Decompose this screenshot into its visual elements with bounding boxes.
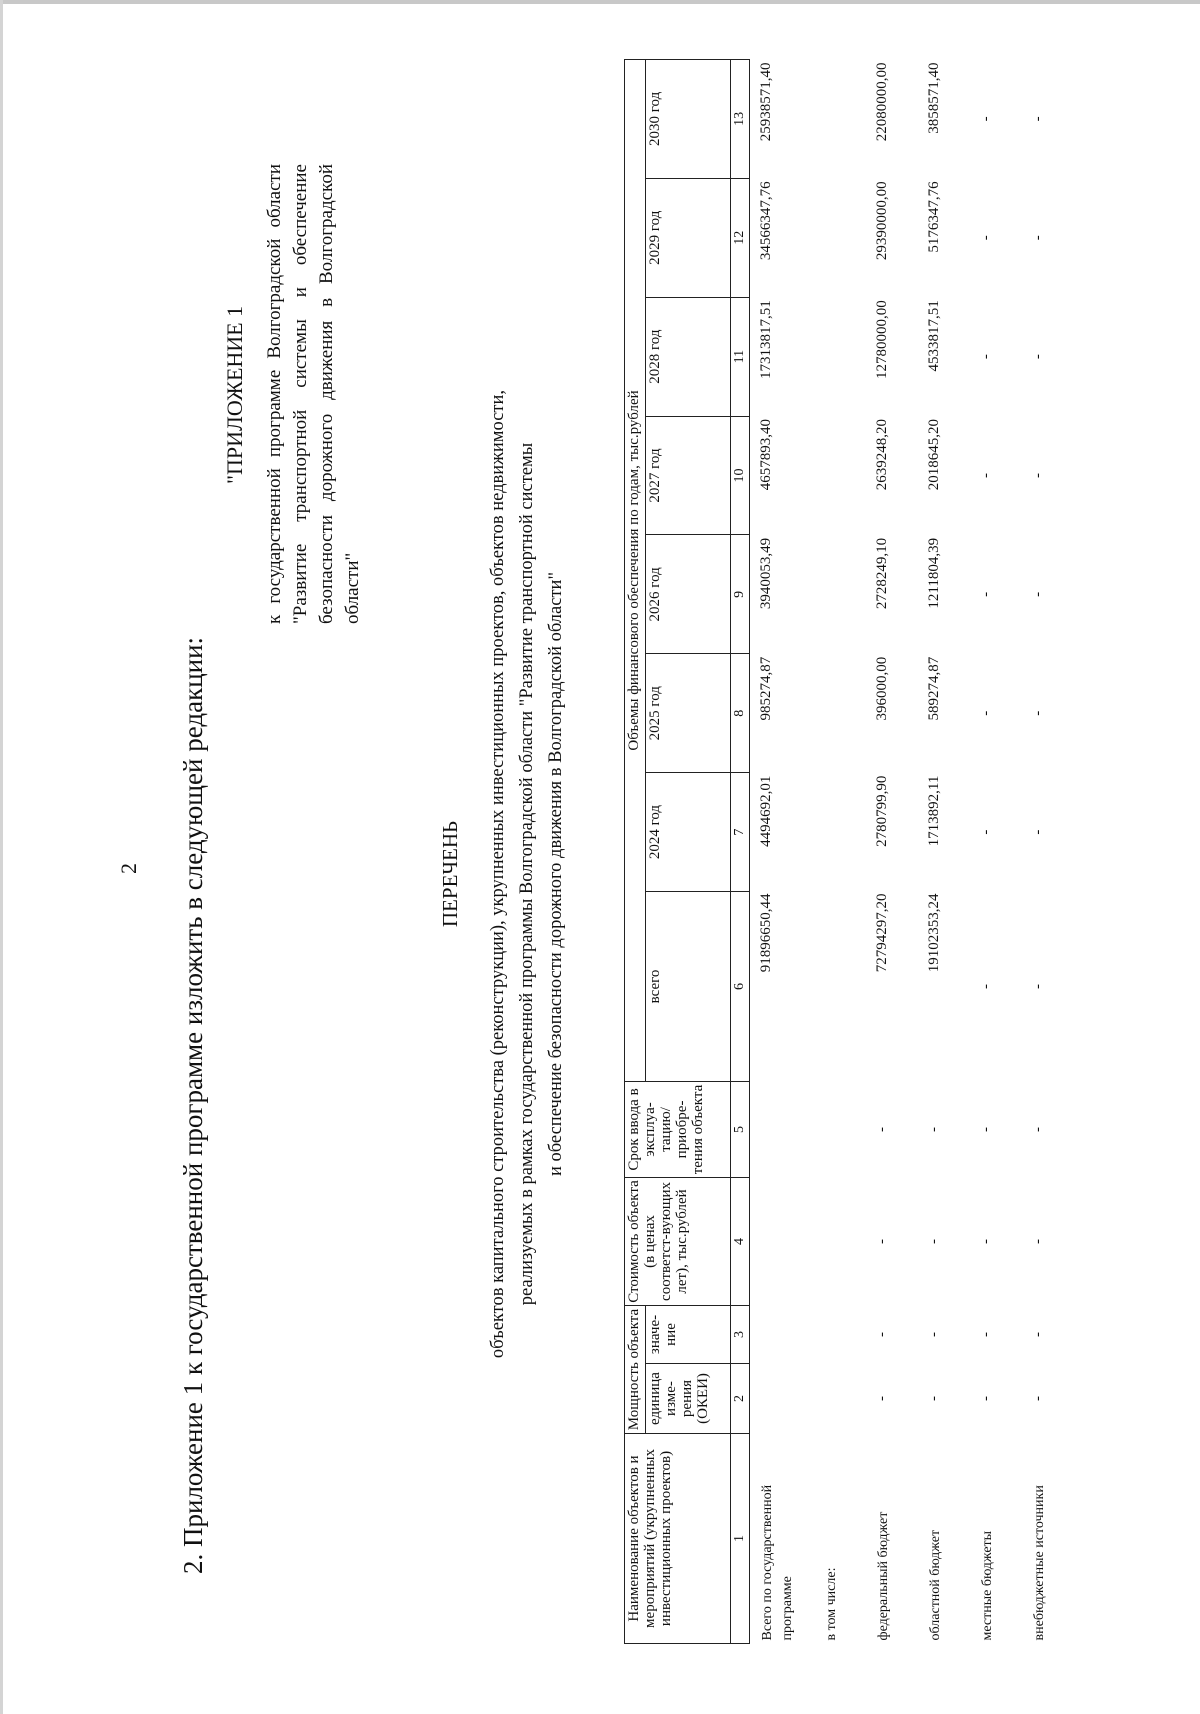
cell-year: 2728249,10 xyxy=(874,537,890,610)
amendment-heading: 2. Приложение 1 к государственной программе изложить в следующей редакции: xyxy=(178,636,208,1574)
cell-cost: - xyxy=(874,1238,890,1244)
cell-year: 34566347,76 xyxy=(758,181,774,261)
cell-term: - xyxy=(874,1126,890,1132)
row-label: областной бюджет xyxy=(928,1529,943,1641)
table-row-local xyxy=(972,59,1024,1643)
table-row-federal xyxy=(868,59,920,1643)
column-number: 2 xyxy=(731,1364,750,1434)
cell-total: 91896650,44 xyxy=(758,893,774,973)
cell-year: - xyxy=(1030,235,1046,241)
column-number: 10 xyxy=(731,416,750,535)
cell-year: 3858571,40 xyxy=(926,62,942,134)
page-number: 2 xyxy=(116,863,141,874)
cell-year: - xyxy=(1030,116,1046,122)
cell-unit xyxy=(750,1364,817,1434)
cell-year: - xyxy=(978,116,994,122)
cell-year: - xyxy=(1030,829,1046,835)
header-year: 2029 год xyxy=(646,178,731,297)
cell-term: - xyxy=(978,1126,994,1132)
column-number: 8 xyxy=(731,654,750,773)
cell-term: - xyxy=(926,1126,942,1132)
cell-year: - xyxy=(978,472,994,478)
column-number: 6 xyxy=(731,891,750,1081)
header-year: 2027 год xyxy=(646,416,731,535)
list-title: ПЕРЕЧЕНЬ xyxy=(438,820,462,928)
header-cost: Стоимость объекта (в ценах соответст-вующих лет), тыс.рублей xyxy=(625,1177,731,1305)
cell-term: - xyxy=(1030,1126,1046,1132)
cell-year: - xyxy=(1030,472,1046,478)
cell-unit: - xyxy=(978,1396,994,1401)
cell-year: 22080000,00 xyxy=(874,62,890,142)
cell-year: 2018645,20 xyxy=(926,419,942,491)
cell-year: 29390000,00 xyxy=(874,181,890,261)
cell-year: 396000,00 xyxy=(874,656,890,721)
cell-year: - xyxy=(1030,710,1046,716)
appendix-text: к государственной программе Волгоградской области "Развитие транспортной системы и обеспечение безопасности дорожного движения в Волгоградской области" xyxy=(264,164,363,624)
column-number: 13 xyxy=(731,59,750,178)
cell-value xyxy=(750,1305,817,1363)
cell-year: 3940053,49 xyxy=(758,537,774,610)
cell-year: 1211804,39 xyxy=(926,537,942,609)
cell-year: 2780799,90 xyxy=(874,775,890,847)
column-number: 5 xyxy=(731,1081,750,1177)
list-subtitle xyxy=(484,194,571,1554)
header-year: 2026 год xyxy=(646,535,731,654)
cell-cost xyxy=(750,1177,817,1305)
cell-year: 12780000,00 xyxy=(874,300,890,379)
column-number: 4 xyxy=(731,1177,750,1305)
column-number: 11 xyxy=(731,297,750,416)
cell-year: 4657893,40 xyxy=(758,419,774,491)
list-subtitle-line: и обеспечение безопасности дорожного движения в Волгоградской области" xyxy=(546,572,566,1177)
cell-year: - xyxy=(978,235,994,241)
header-year: 2028 год xyxy=(646,297,731,416)
cell-year: 4533817,51 xyxy=(926,300,942,372)
header-name: Наименование объектов и мероприятий (укрупненных инвестиционных проектов) xyxy=(625,1434,731,1644)
row-label: внебюджетные источники xyxy=(1032,1485,1047,1641)
column-number: 1 xyxy=(731,1434,750,1644)
cell-year: 17313817,51 xyxy=(758,300,774,379)
cell-total: 72794297,20 xyxy=(874,893,890,973)
row-label: местные бюджеты xyxy=(980,1530,995,1641)
cell-year: 2639248,20 xyxy=(874,419,890,491)
cell-unit: - xyxy=(1030,1396,1046,1401)
column-number: 9 xyxy=(731,535,750,654)
cell-year: - xyxy=(978,591,994,597)
cell-value: - xyxy=(926,1332,942,1337)
cell-value: - xyxy=(874,1332,890,1337)
cell-year: - xyxy=(978,710,994,716)
cell-total: - xyxy=(1030,983,1046,989)
list-subtitle-line: реализуемых в рамках государственной программы Волгоградской области "Развитие транспортной системы xyxy=(517,442,537,1306)
row-label: федеральный бюджет xyxy=(876,1511,891,1641)
header-total: всего xyxy=(646,891,731,1081)
cell-year: - xyxy=(978,354,994,360)
row-label: Всего по государственной программе xyxy=(760,1484,795,1641)
cell-cost: - xyxy=(978,1238,994,1244)
column-number: 7 xyxy=(731,773,750,892)
cell-unit: - xyxy=(874,1396,890,1401)
funding-table xyxy=(624,59,1076,1644)
header-year: 2025 год xyxy=(646,654,731,773)
header-year: 2030 год xyxy=(646,59,731,178)
cell-year: 4494692,01 xyxy=(758,775,774,847)
cell-year: - xyxy=(978,829,994,835)
table-row-including xyxy=(816,59,868,1643)
header-term: Срок ввода в эксплуа-тацию/ приобре-тения объекта xyxy=(625,1081,731,1177)
cell-year: 1713892,11 xyxy=(926,775,942,847)
row-label: в том числе: xyxy=(824,1567,839,1641)
list-subtitle-line: объектов капитального строительства (реконструкции), укрупненных инвестиционных проектов, объектов недвижимости, xyxy=(488,389,508,1359)
cell-year: - xyxy=(1030,354,1046,360)
cell-year: - xyxy=(1030,591,1046,597)
cell-unit: - xyxy=(926,1396,942,1401)
appendix-title: "ПРИЛОЖЕНИЕ 1 xyxy=(222,305,247,484)
column-number: 3 xyxy=(731,1305,750,1363)
cell-year: 25938571,40 xyxy=(758,62,774,142)
table-row-extrabudgetary xyxy=(1024,59,1076,1643)
header-capacity: Мощность объекта xyxy=(625,1305,646,1433)
cell-total: - xyxy=(978,983,994,989)
cell-year: 5176347,76 xyxy=(926,181,942,253)
table-row-regional xyxy=(920,59,972,1643)
cell-year: 985274,87 xyxy=(758,656,774,721)
cell-term xyxy=(750,1081,817,1177)
cell-cost: - xyxy=(926,1238,942,1244)
cell-value: - xyxy=(978,1332,994,1337)
header-funding: Объемы финансового обеспечения по годам, тыс.рублей xyxy=(625,59,646,1081)
header-unit: единица изме-рения (ОКЕИ) xyxy=(646,1364,731,1434)
cell-year: 589274,87 xyxy=(926,656,942,721)
cell-total: 19102353,24 xyxy=(926,893,942,973)
header-value: значе-ние xyxy=(646,1305,731,1363)
table-row-total xyxy=(750,59,817,1643)
cell-value: - xyxy=(1030,1332,1046,1337)
column-number: 12 xyxy=(731,178,750,297)
header-year: 2024 год xyxy=(646,773,731,892)
cell-cost: - xyxy=(1030,1238,1046,1244)
